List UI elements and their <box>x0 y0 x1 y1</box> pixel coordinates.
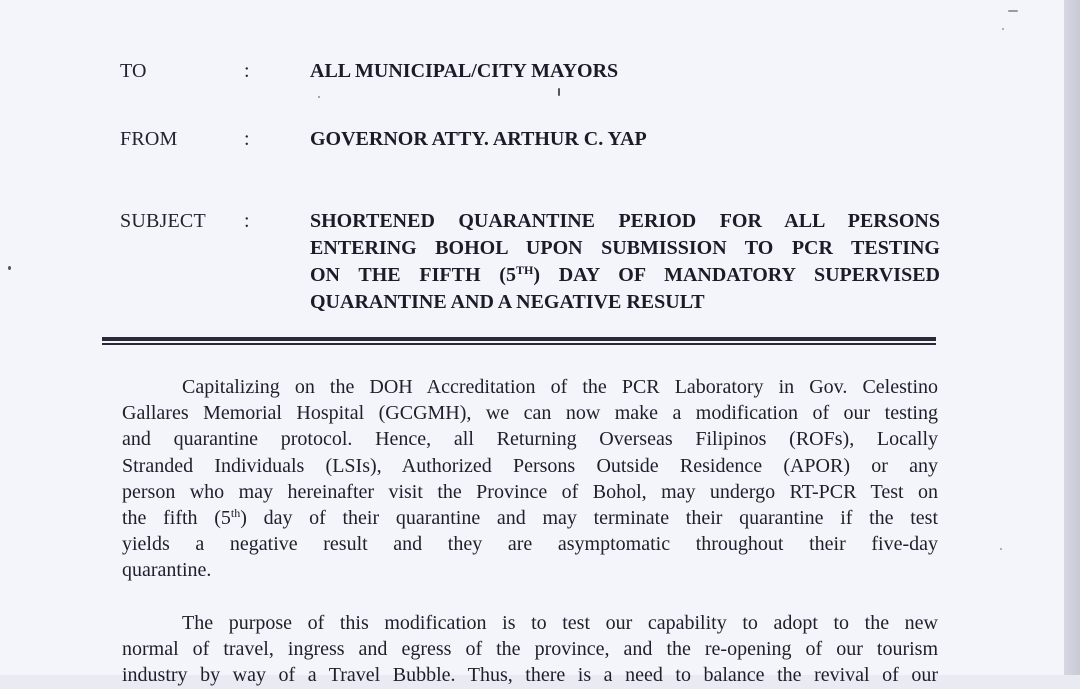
paragraph-line: yields a negative result and they are asymptomatic throughout their five-day <box>122 533 938 556</box>
paragraph-line: Capitalizing on the DOH Accreditation of the PCR Laboratory in Gov. Celestino <box>182 376 938 398</box>
scan-speck <box>1002 28 1004 30</box>
subject-colon: : <box>244 210 250 232</box>
subject-text <box>310 208 940 316</box>
paragraph-line: Stranded Individuals (LSIs), Authorized Persons Outside Residence (APOR) or any <box>122 454 938 477</box>
header-divider-thin <box>102 343 936 345</box>
subject-label: SUBJECT <box>120 210 206 232</box>
from-value: GOVERNOR ATTY. ARTHUR C. YAP <box>310 128 647 150</box>
paragraph-line: quarantine. <box>122 559 212 582</box>
paragraph-line: the fifth (5th) day of their quarantine and may terminate their quarantine if the test <box>122 506 939 530</box>
to-colon: : <box>244 60 250 82</box>
paragraph-line: normal of travel, ingress and egress of the province, and the re-opening of our tourism <box>122 638 938 661</box>
paragraph-line: Gallares Memorial Hospital (GCGMH), we can now make a modification of our testing <box>122 402 938 425</box>
scan-speck <box>1000 548 1002 550</box>
subject-line: ON THE FIFTH (5TH) DAY OF MANDATORY SUPERVISED <box>310 263 940 286</box>
scan-speck <box>1008 10 1018 12</box>
paragraph-line: and quarantine protocol. Hence, all Returning Overseas Filipinos (ROFs), Locally <box>122 428 938 451</box>
to-label: TO <box>120 60 147 82</box>
paragraph-line: person who may hereinafter visit the Province of Bohol, may undergo RT-PCR Test on <box>122 480 938 503</box>
paragraph-1 <box>122 374 938 584</box>
scan-edge-shadow <box>1064 0 1080 675</box>
scan-speck <box>558 88 560 96</box>
paragraph-line: industry by way of a Travel Bubble. Thus, there is a need to balance the revival of our <box>122 664 938 687</box>
subject-line: QUARANTINE AND A NEGATIVE RESULT <box>310 291 705 313</box>
subject-line: SHORTENED QUARANTINE PERIOD FOR ALL PERSONS <box>310 210 940 232</box>
from-colon: : <box>244 128 250 150</box>
to-value: ALL MUNICIPAL/CITY MAYORS <box>310 60 619 82</box>
scan-speck <box>318 96 320 98</box>
from-label: FROM <box>120 128 178 150</box>
paragraph-2 <box>122 610 938 689</box>
scan-speck <box>8 266 11 270</box>
header-divider-thick <box>102 337 936 341</box>
paragraph-line: The purpose of this modification is to test our capability to adopt to the new <box>182 612 938 634</box>
subject-line: ENTERING BOHOL UPON SUBMISSION TO PCR TESTING <box>310 237 940 259</box>
